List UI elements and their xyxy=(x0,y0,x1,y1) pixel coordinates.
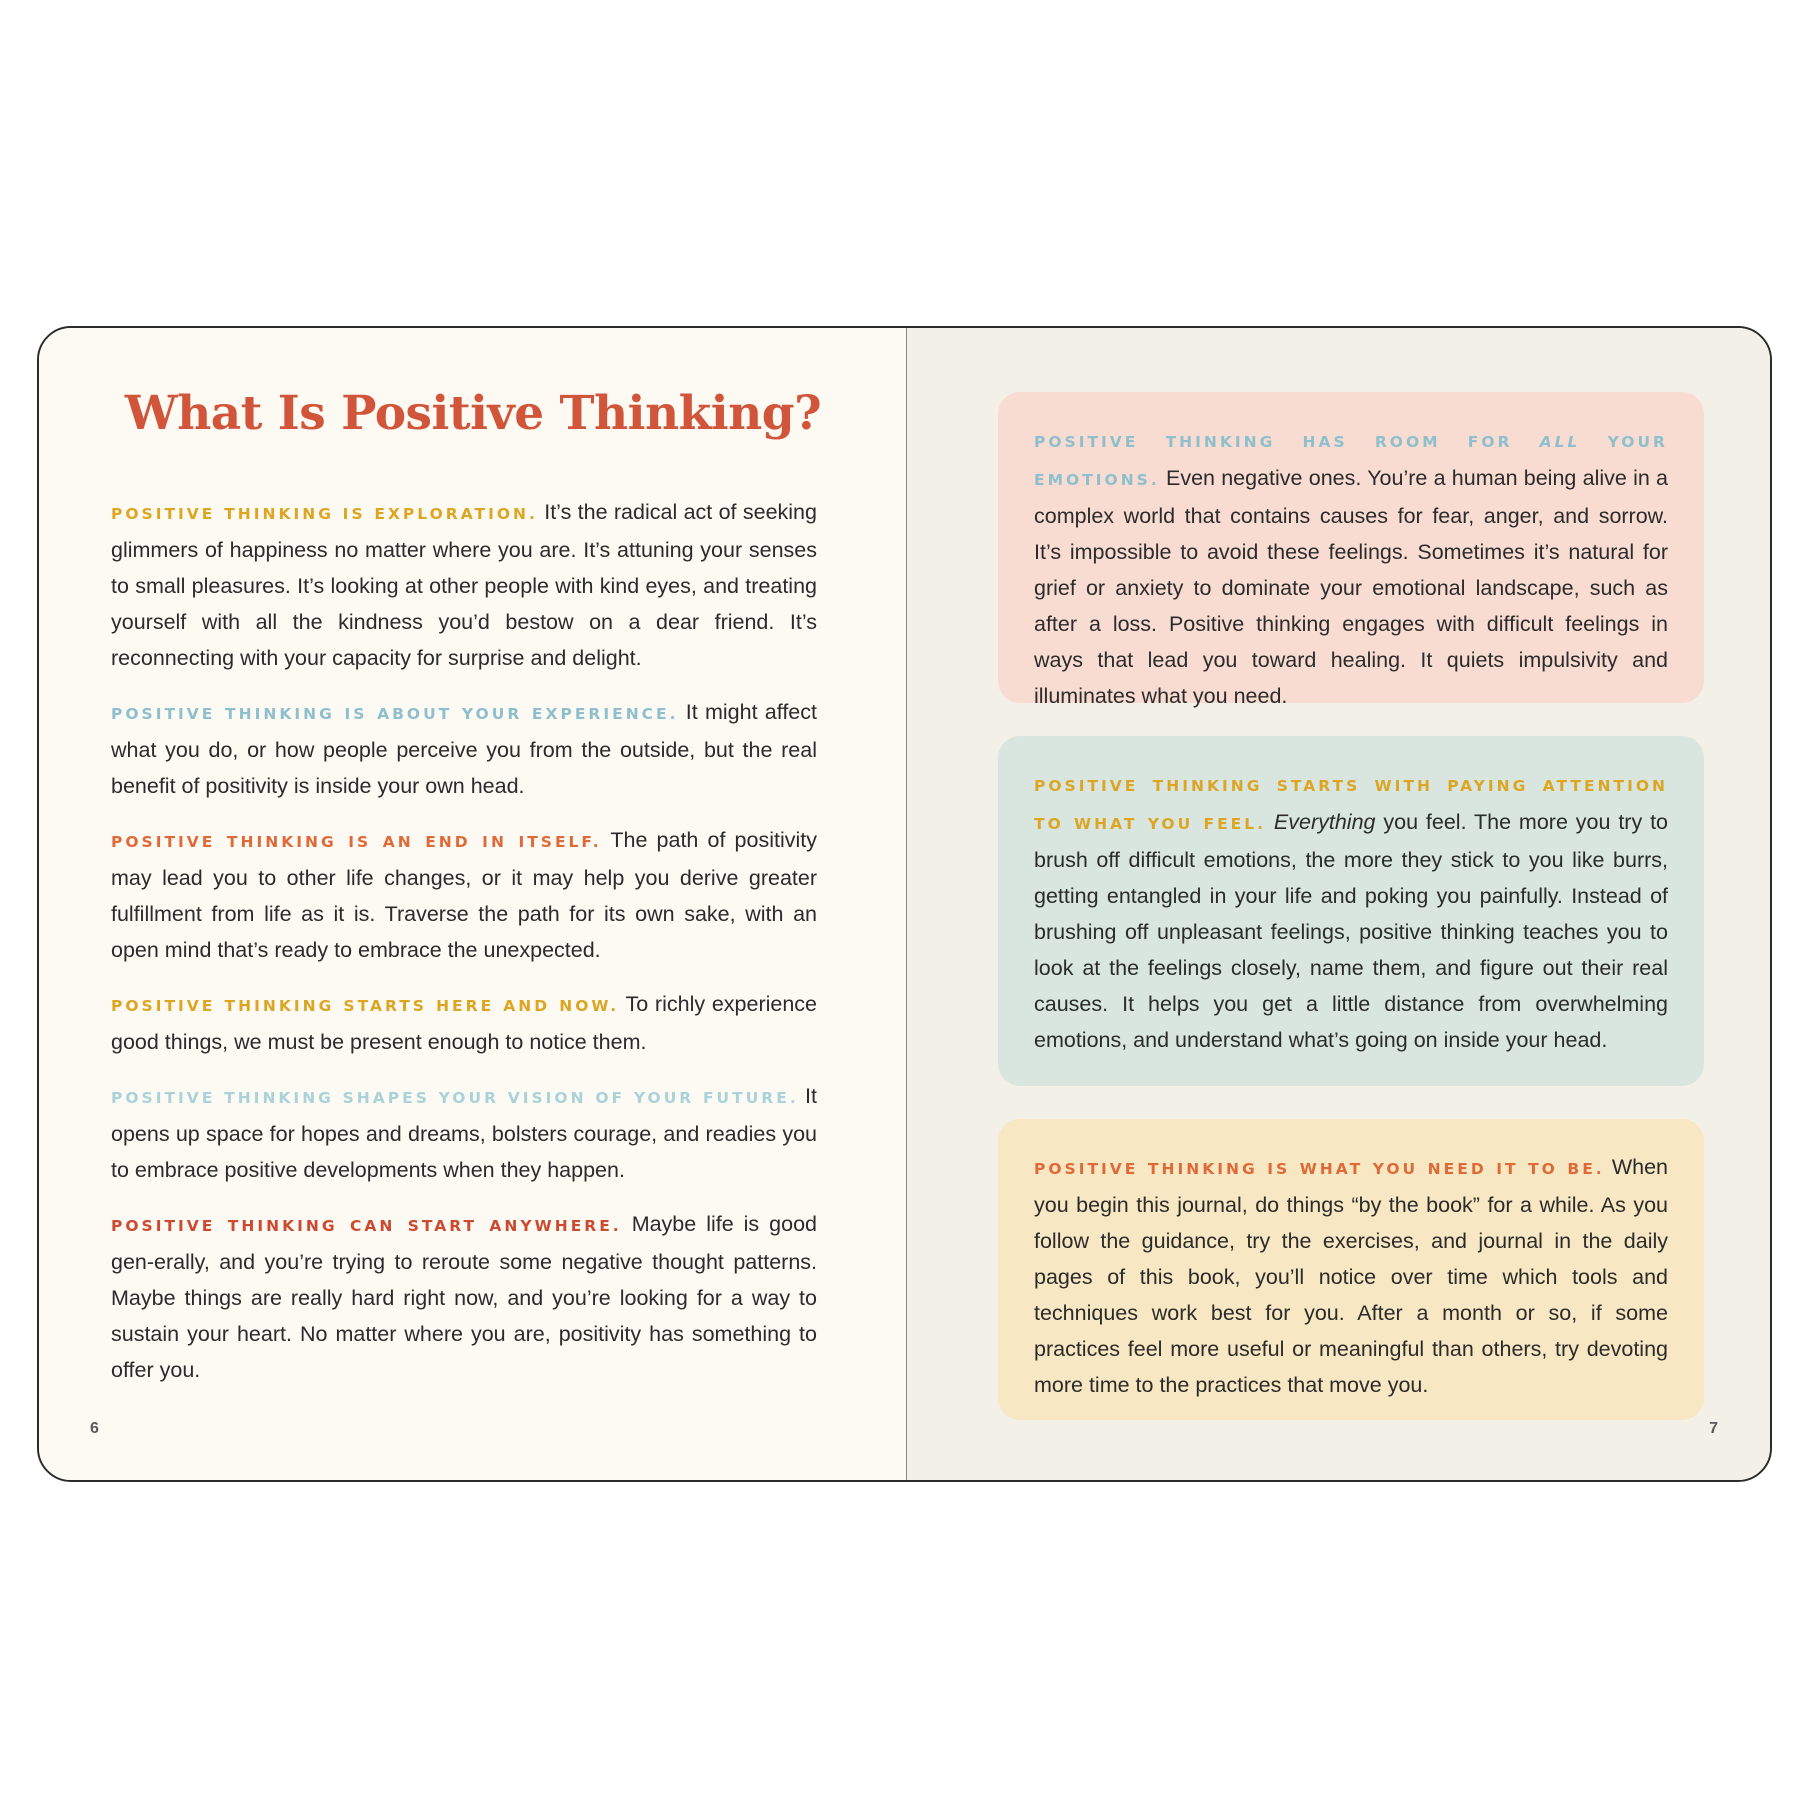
paragraph-lead: POSITIVE THINKING CAN START ANYWHERE. xyxy=(111,1217,622,1235)
callout-paragraph xyxy=(1034,1149,1668,1403)
callout-paragraph xyxy=(1034,766,1668,1058)
paragraph-lead: POSITIVE THINKING STARTS HERE AND NOW. xyxy=(111,997,620,1015)
callout-lead: POSITIVE THINKING STARTS WITH PAYING ATTENTION TO WHAT YOU FEEL. xyxy=(1034,777,1668,833)
callout-box-emotions xyxy=(998,392,1704,708)
paragraph-vision xyxy=(111,1078,817,1188)
paragraph-end-in-itself xyxy=(111,822,817,968)
callout-lead-after: YOUR EMOTIONS. xyxy=(1034,433,1668,489)
paragraph-here-and-now xyxy=(111,986,817,1060)
paragraph-experience xyxy=(111,694,817,804)
paragraph-text: It’s the radical act of seeking glimmers of happiness no matter where you are. It’s attuning your senses to small pleasures. It’s looking at other people with kind eyes, and treating yourself with all the kindness you’d bestow on a dear friend. It’s reconnecting with your capacity for surprise and delight. xyxy=(111,500,817,670)
callout-lead-before: POSITIVE THINKING HAS ROOM FOR xyxy=(1034,433,1540,451)
paragraph-text: The path of positivity may lead you to other life changes, or it may help you derive greater fulfillment from life as it is. Traverse the path for its own sake, with an open mind that’s ready to embrace the unexpected. xyxy=(111,828,817,962)
left-body xyxy=(111,494,817,1406)
callout-paragraph xyxy=(1034,422,1668,714)
callout-box-attention xyxy=(998,736,1704,1086)
paragraph-lead: POSITIVE THINKING SHAPES YOUR VISION OF YOUR FUTURE. xyxy=(111,1089,799,1107)
book-spread xyxy=(37,326,1772,1482)
paragraph-lead: POSITIVE THINKING IS EXPLORATION. xyxy=(111,505,538,523)
right-page xyxy=(907,328,1770,1480)
paragraph-anywhere xyxy=(111,1206,817,1388)
paragraph-text: Maybe life is good gen-erally, and you’re trying to reroute some negative thought patterns. Maybe things are really hard right now, and you’re looking for a way to sustain your heart. No matter where you are, positivity has something to offer you. xyxy=(111,1212,817,1382)
paragraph-lead: POSITIVE THINKING IS ABOUT YOUR EXPERIENCE. xyxy=(111,705,679,723)
callout-text: you feel. The more you try to brush off difficult emotions, the more they stick to you like burrs, getting entangled in your life and poking you painfully. Instead of brushing off unpleasant feelings, positive thinking teaches you to look at the feelings closely, name them, and figure out their real causes. It helps you get a little distance from overwhelming emotions, and understand what’s going on inside your head. xyxy=(1034,810,1668,1052)
page-number-right: 7 xyxy=(1709,1420,1718,1437)
paragraph-lead: POSITIVE THINKING IS AN END IN ITSELF. xyxy=(111,833,602,851)
page-number-left: 6 xyxy=(90,1420,99,1437)
callout-lead-emphasis: ALL xyxy=(1539,433,1581,451)
callout-text: Even negative ones. You’re a human being alive in a complex world that contains causes for fear, anger, and sorrow. It’s impossible to avoid these feelings. Sometimes it’s natural for grief or anxiety to dominate your emotional landscape, such as after a loss. Positive thinking engages with difficult feelings in ways that lead you toward healing. It quiets impulsivity and illuminates what you need. xyxy=(1034,466,1668,708)
left-page xyxy=(39,328,907,1480)
paragraph-text: To richly experience good things, we must be present enough to notice them. xyxy=(111,992,817,1054)
callout-text: When you begin this journal, do things “by the book” for a while. As you follow the guidance, try the exercises, and journal in the daily pages of this book, you’ll notice over time which tools and techniques work best for you. After a month or so, if some practices feel more useful or meaningful than others, try devoting more time to the practices that move you. xyxy=(1034,1155,1668,1397)
paragraph-exploration xyxy=(111,494,817,676)
callout-text-emphasis: Everything xyxy=(1273,810,1376,834)
callout-box-need xyxy=(998,1119,1704,1420)
paragraph-text: It might affect what you do, or how people perceive you from the outside, but the real benefit of positivity is inside your own head. xyxy=(111,700,817,798)
page-title: What Is Positive Thinking? xyxy=(124,386,822,441)
callout-lead: POSITIVE THINKING IS WHAT YOU NEED IT TO BE. xyxy=(1034,1160,1605,1178)
paragraph-text: It opens up space for hopes and dreams, bolsters courage, and readies you to embrace positive developments when they happen. xyxy=(111,1084,817,1182)
